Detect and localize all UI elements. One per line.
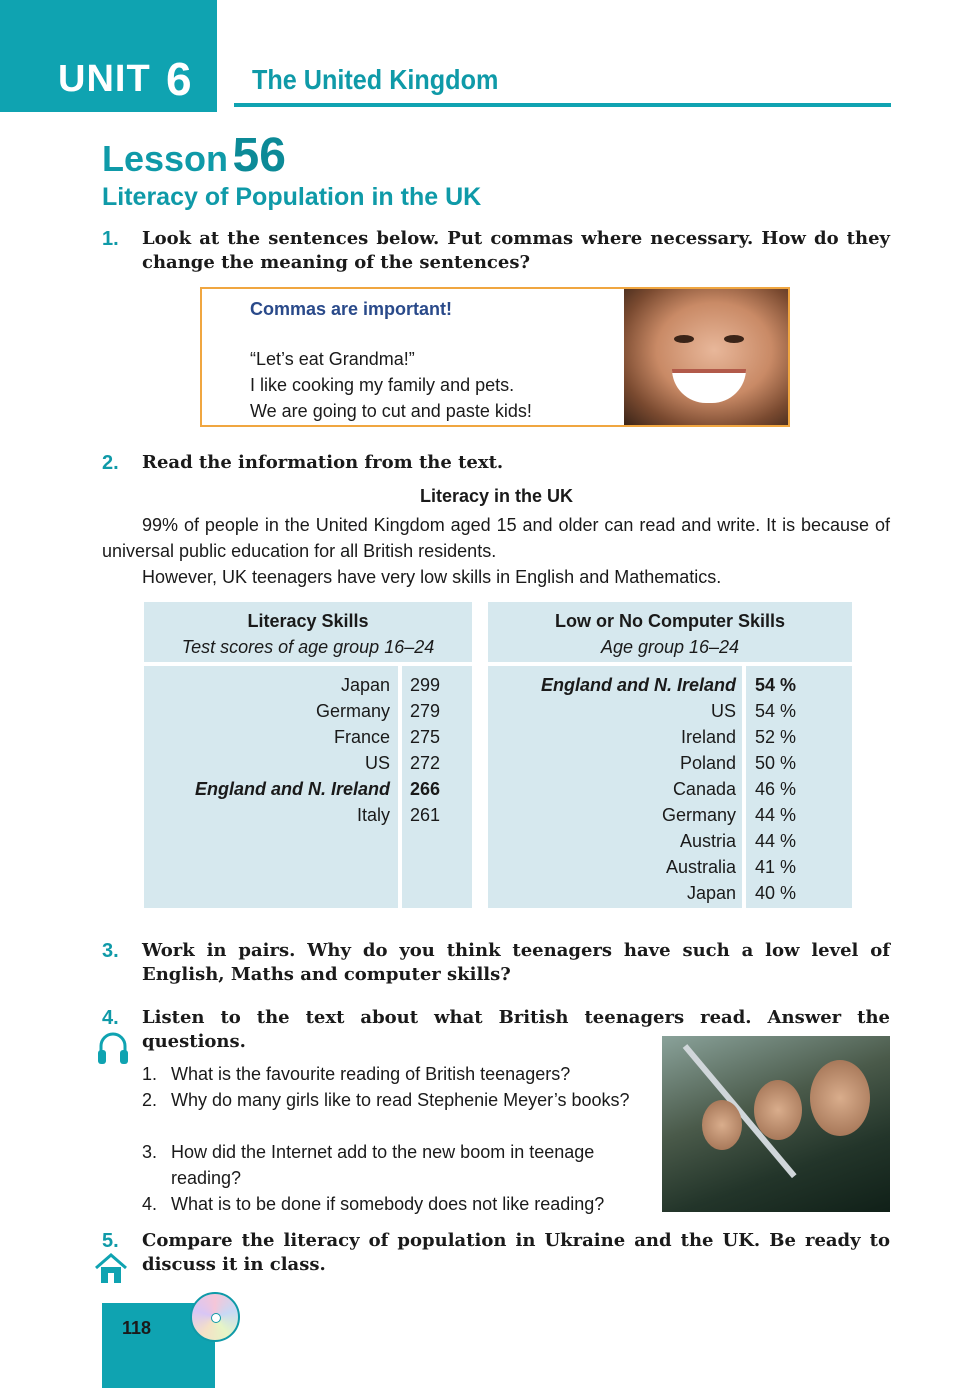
question-item — [142, 1191, 642, 1217]
question-text: What is the favourite reading of British teenagers? — [171, 1064, 571, 1084]
task-text: Compare the literacy of population in Ukraine and the UK. Be ready to discuss it in class. — [142, 1230, 890, 1275]
table-cell: Japan — [686, 883, 736, 903]
reading-paragraph: However, UK teenagers have very low skills in English and Mathematics. — [142, 567, 722, 587]
table-cell: 54 % — [755, 701, 797, 721]
table-cell: Austria — [679, 831, 736, 851]
table-cell: 40 % — [755, 883, 797, 903]
table-right-subtitle: Age group 16–24 — [600, 637, 740, 657]
task-number: 1. — [102, 228, 119, 250]
task-number: 4. — [102, 1007, 119, 1029]
table-cell: 52 % — [755, 727, 797, 747]
lesson-word: Lesson — [102, 138, 229, 179]
table-left-header — [144, 602, 472, 662]
harry-potter-photo — [662, 1036, 890, 1212]
table-cell: Canada — [672, 779, 736, 799]
table-cell: England and N. Ireland — [194, 779, 390, 799]
table-cell: 275 — [410, 727, 441, 747]
commas-box-title: Commas are important! — [250, 299, 453, 319]
lesson-heading — [102, 128, 286, 183]
unit-number: 6 — [166, 53, 192, 105]
reading-paragraph: 99% of people in the United Kingdom aged 15 and older can read and write. It is because of universal public education for all British residents. — [102, 515, 890, 561]
table-left-title: Literacy Skills — [247, 611, 369, 631]
question-number: 3. — [142, 1142, 158, 1162]
question-text: What is to be done if somebody does not like reading? — [171, 1194, 605, 1214]
table-cell: 41 % — [755, 857, 797, 877]
table-cell: US — [710, 701, 736, 721]
question-number: 1. — [142, 1064, 158, 1084]
table-cell: France — [333, 727, 390, 747]
task-number: 5. — [102, 1230, 119, 1252]
task-1 — [102, 227, 890, 275]
commas-box — [200, 287, 790, 427]
commas-line: We are going to cut and paste kids! — [250, 401, 532, 421]
table-cell: Germany — [315, 701, 390, 721]
table-cell: 46 % — [755, 779, 797, 799]
table-cell: 266 — [410, 779, 441, 799]
question-text: How did the Internet add to the new boom in teenage reading? — [171, 1142, 595, 1188]
table-cell: 299 — [410, 675, 441, 695]
lesson-subtitle: Literacy of Population in the UK — [102, 183, 482, 211]
table-cell: 44 % — [755, 805, 797, 825]
header-rule — [234, 103, 891, 107]
table-cell: Australia — [665, 857, 736, 877]
commas-line: “Let’s eat Grandma!” — [250, 349, 415, 369]
headphones-icon — [96, 1030, 130, 1066]
table-cell: Germany — [661, 805, 736, 825]
task-5 — [102, 1229, 890, 1277]
table-cell: 54 % — [755, 675, 797, 695]
task-text: Read the information from the text. — [142, 452, 504, 473]
table-cell: 279 — [410, 701, 441, 721]
table-left-subtitle: Test scores of age group 16–24 — [181, 637, 435, 657]
task-2 — [102, 451, 890, 475]
table-cell: England and N. Ireland — [540, 675, 736, 695]
smiling-woman-photo — [624, 289, 788, 425]
task-text: Look at the sentences below. Put commas where necessary. How do they change the meaning of the sentences? — [142, 228, 890, 273]
table-cell: Poland — [679, 753, 736, 773]
table-cell: Ireland — [680, 727, 736, 747]
table-cell: 50 % — [755, 753, 797, 773]
task-number: 2. — [102, 452, 119, 474]
question-item — [142, 1061, 642, 1087]
table-cell: 261 — [410, 805, 441, 825]
question-number: 4. — [142, 1194, 158, 1214]
task-number: 3. — [102, 940, 119, 962]
table-left-values — [402, 666, 472, 908]
table-cell: 44 % — [755, 831, 797, 851]
task-text: Work in pairs. Why do you think teenagers have such a low level of English, Maths and computer skills? — [142, 940, 890, 985]
table-cell: US — [364, 753, 390, 773]
table-left-countries — [144, 666, 398, 908]
question-number: 2. — [142, 1090, 158, 1110]
question-item — [142, 1139, 642, 1191]
table-cell: Japan — [340, 675, 390, 695]
page-number: 118 — [122, 1318, 152, 1338]
home-icon — [94, 1252, 128, 1284]
table-cell: 272 — [410, 753, 441, 773]
table-right-header — [488, 602, 852, 662]
cd-icon — [190, 1292, 240, 1342]
table-right-countries — [488, 666, 742, 908]
table-right-title: Low or No Computer Skills — [554, 611, 786, 631]
task-text: Listen to the text about what British teenagers read. Answer the questions. — [142, 1007, 890, 1052]
unit-label: UNIT — [58, 58, 151, 100]
lesson-number: 56 — [232, 129, 286, 182]
commas-line: I like cooking my family and pets. — [250, 375, 515, 395]
question-text: Why do many girls like to read Stephenie Meyer’s books? — [171, 1090, 630, 1110]
table-right-values — [746, 666, 852, 908]
question-item — [142, 1087, 642, 1113]
unit-title: The United Kingdom — [252, 64, 499, 95]
reading-title: Literacy in the UK — [419, 486, 574, 506]
task-3 — [102, 939, 890, 987]
table-cell: Italy — [356, 805, 390, 825]
